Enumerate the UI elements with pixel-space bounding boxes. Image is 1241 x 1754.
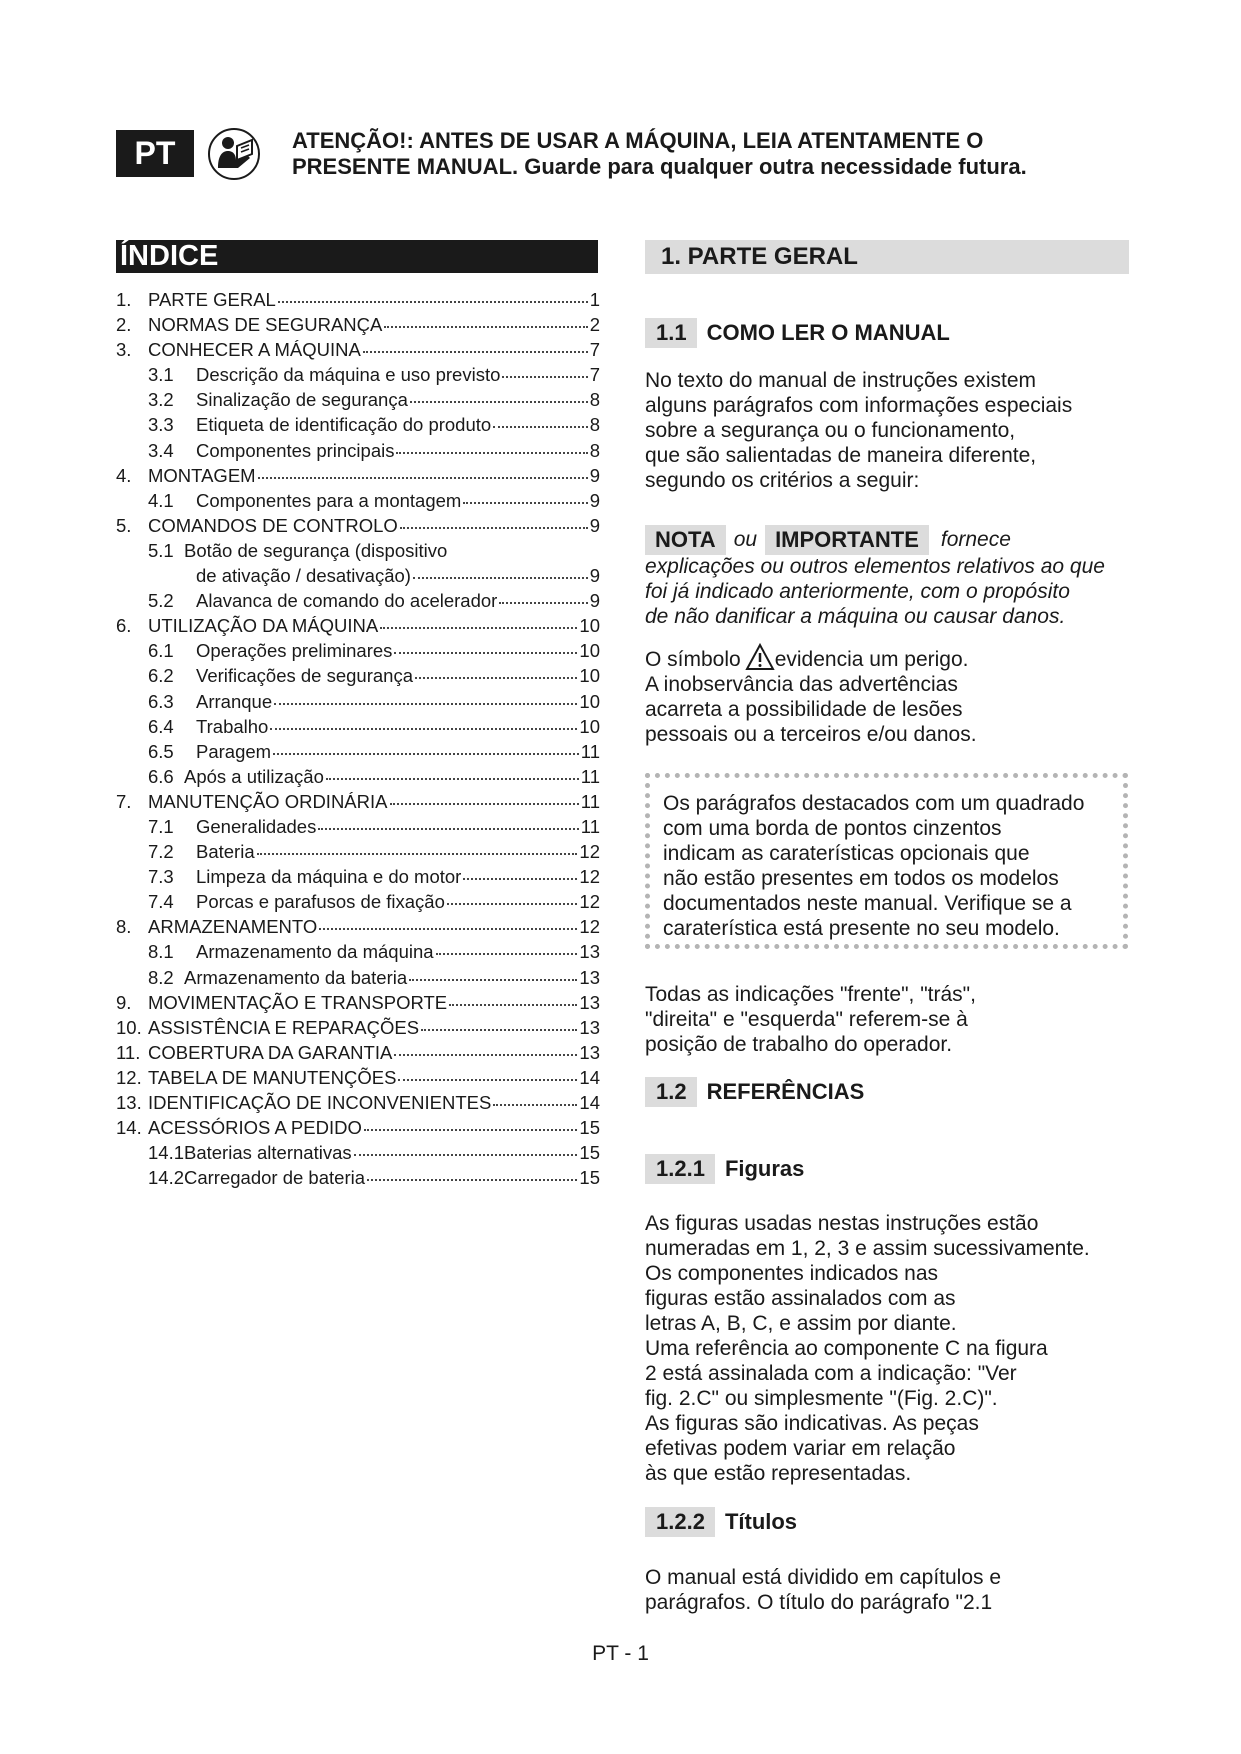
toc-entry bbox=[116, 716, 600, 741]
toc-entry-number: 6.3 bbox=[148, 690, 174, 712]
toc-entry-page: 10 bbox=[579, 640, 600, 662]
toc-leader-dots bbox=[400, 527, 588, 529]
toc-leader-dots bbox=[409, 979, 577, 981]
toc-entry-title: Baterias alternativas bbox=[184, 1142, 352, 1164]
toc-leader-dots bbox=[502, 376, 587, 378]
toc-entry-title: MONTAGEM bbox=[148, 464, 256, 486]
toc-entry-title: IDENTIFICAÇÃO DE INCONVENIENTES bbox=[148, 1092, 492, 1113]
toc-entry bbox=[116, 1092, 600, 1117]
toc-leader-dots bbox=[463, 878, 577, 880]
toc-leader-dots bbox=[493, 1104, 577, 1106]
toc-entry-page: 13 bbox=[579, 966, 600, 988]
text-line: Todas as indicações "frente", "trás", bbox=[645, 983, 976, 1006]
text-line: posição de trabalho do operador. bbox=[645, 1033, 953, 1056]
toc-entry-page: 14 bbox=[579, 1092, 600, 1113]
toc-entry-title: UTILIZAÇÃO DA MÁQUINA bbox=[148, 615, 379, 637]
toc-entry-number: 3.3 bbox=[148, 414, 174, 436]
text-line: letras A, B, C, e assim por diante. bbox=[645, 1312, 957, 1335]
toc-leader-dots bbox=[258, 477, 588, 479]
text-line: sobre a segurança ou o funcionamento, bbox=[645, 419, 1016, 442]
text-line: efetivas podem variar em relação bbox=[645, 1437, 956, 1460]
toc-leader-dots bbox=[447, 903, 578, 905]
text-line: parágrafos. O título do parágrafo "2.1 bbox=[645, 1591, 993, 1614]
toc-entry-title: MANUTENÇÃO ORDINÁRIA bbox=[148, 790, 388, 812]
toc-entry-number: 11. bbox=[116, 1041, 141, 1063]
toc-entry bbox=[116, 540, 600, 565]
toc-leader-dots bbox=[436, 953, 578, 955]
toc-leader-dots bbox=[278, 301, 588, 303]
toc-entry bbox=[116, 289, 600, 314]
toc-entry-title: Descrição da máquina e uso previsto bbox=[196, 364, 501, 386]
toc-entry bbox=[116, 916, 600, 941]
toc-entry-title: Bateria bbox=[196, 841, 255, 863]
danger-symbol-paragraph bbox=[645, 642, 1135, 747]
toc-entry-number: 9. bbox=[116, 991, 132, 1013]
toc-entry bbox=[116, 465, 600, 490]
toc-entry-title: Armazenamento da bateria bbox=[184, 966, 408, 988]
importante-tag: IMPORTANTE bbox=[765, 525, 929, 555]
toc-entry-page: 13 bbox=[579, 991, 600, 1013]
text-line: segundo os critérios a seguir: bbox=[645, 469, 920, 492]
toc-leader-dots bbox=[413, 577, 588, 579]
text-line: com uma borda de pontos cinzentos bbox=[663, 817, 1002, 840]
toc-entry-page: 12 bbox=[579, 916, 600, 938]
toc-entry-number: 1. bbox=[116, 289, 132, 310]
toc-leader-dots bbox=[319, 928, 577, 930]
toc-entry bbox=[116, 1167, 600, 1192]
toc-entry-title: COBERTURA DA GARANTIA bbox=[148, 1041, 393, 1063]
toc-entry bbox=[116, 992, 600, 1017]
subsection-number: 1.2.1 bbox=[645, 1154, 715, 1184]
toc-entry-page: 12 bbox=[579, 866, 600, 888]
toc-entry bbox=[116, 1142, 600, 1167]
toc-entry-title: NORMAS DE SEGURANÇA bbox=[148, 314, 383, 336]
toc-entry bbox=[116, 691, 600, 716]
toc-entry-page: 13 bbox=[579, 1041, 600, 1063]
toc-entry-number: 7.3 bbox=[148, 866, 174, 888]
toc-entry-title: Armazenamento da máquina bbox=[196, 941, 434, 963]
toc-entry-page: 8 bbox=[589, 414, 600, 436]
toc-entry bbox=[116, 590, 600, 615]
toc-leader-dots bbox=[394, 652, 577, 654]
toc-entry-title: Generalidades bbox=[196, 815, 317, 837]
subsection-1-2-heading bbox=[645, 1077, 864, 1107]
toc-entry-number: 14.2 bbox=[148, 1167, 185, 1189]
toc-leader-dots bbox=[270, 728, 577, 730]
text-line: acarreta a possibilidade de lesões bbox=[645, 698, 963, 721]
subsection-title: REFERÊNCIAS bbox=[706, 1079, 865, 1104]
toc-entry bbox=[116, 515, 600, 540]
toc-entry-title: Sinalização de segurança bbox=[196, 389, 408, 411]
toc-entry bbox=[116, 1117, 600, 1142]
section-1-title: 1. PARTE GERAL bbox=[645, 240, 1129, 274]
text-line: documentados neste manual. Verifique se a bbox=[663, 892, 1072, 915]
toc-entry-number: 6.4 bbox=[148, 715, 174, 737]
toc-entry-number: 8. bbox=[116, 916, 132, 938]
toc-leader-dots bbox=[363, 351, 588, 353]
toc-entry-number: 6. bbox=[116, 615, 132, 637]
toc-entry-page: 11 bbox=[580, 740, 600, 762]
toc-entry-title: CONHECER A MÁQUINA bbox=[148, 339, 361, 361]
toc-entry-number: 5.1 bbox=[148, 539, 174, 561]
toc-entry-number: 13. bbox=[116, 1092, 142, 1113]
toc-entry-title: ACESSÓRIOS A PEDIDO bbox=[148, 1117, 362, 1139]
toc-entry bbox=[116, 941, 600, 966]
toc-entry-page: 14 bbox=[579, 1066, 600, 1088]
text-line: As figuras usadas nestas instruções estão bbox=[645, 1212, 1039, 1235]
toc-entry-page: 12 bbox=[579, 841, 600, 863]
toc-entry-number: 8.2 bbox=[148, 966, 174, 988]
figures-paragraph bbox=[645, 1211, 1135, 1486]
toc-entry bbox=[116, 389, 600, 414]
toc-entry-page: 10 bbox=[579, 615, 600, 637]
toc-entry-title: Paragem bbox=[196, 740, 272, 762]
titles-paragraph bbox=[645, 1565, 1135, 1615]
page-number: PT - 1 bbox=[592, 1642, 649, 1665]
text-line: 2 está assinalada com a indicação: "Ver bbox=[645, 1362, 1017, 1385]
toc-entry-page: 13 bbox=[579, 941, 600, 963]
toc-entry bbox=[116, 766, 600, 791]
toc-entry bbox=[116, 339, 600, 364]
toc-entry-number: 6.5 bbox=[148, 740, 174, 762]
toc-entry bbox=[116, 1067, 600, 1092]
text-line: numeradas em 1, 2, 3 e assim sucessivamente. bbox=[645, 1237, 1090, 1260]
toc-entry-page: 8 bbox=[589, 439, 600, 461]
toc-entry-title: Etiqueta de identificação do produto bbox=[196, 414, 492, 436]
text-line: às que estão representadas. bbox=[645, 1462, 912, 1485]
toc-leader-dots bbox=[367, 1179, 577, 1181]
toc-entry-title: PARTE GERAL bbox=[148, 289, 276, 310]
toc-leader-dots bbox=[396, 452, 587, 454]
toc-leader-dots bbox=[318, 828, 578, 830]
toc-entry-title: Após a utilização bbox=[184, 765, 324, 787]
text-line bbox=[645, 642, 1135, 672]
toc-entry-number: 7.1 bbox=[148, 815, 174, 837]
toc-entry bbox=[116, 440, 600, 465]
text-line: indicam as caraterísticas opcionais que bbox=[663, 842, 1030, 865]
text-line: alguns parágrafos com informações especiais bbox=[645, 394, 1073, 417]
warning-line-2: PRESENTE MANUAL. Guarde para qualquer outra necessidade futura. bbox=[292, 154, 1027, 179]
toc-entry-number: 8.1 bbox=[148, 941, 174, 963]
toc-entry bbox=[116, 1042, 600, 1067]
toc-entry-number: 3.1 bbox=[148, 364, 174, 386]
toc-entry-title: Porcas e parafusos de fixação bbox=[196, 891, 445, 913]
toc-leader-dots bbox=[410, 401, 588, 403]
symbol-prefix: O símbolo bbox=[645, 648, 741, 671]
toc-entry-title: Operações preliminares bbox=[196, 640, 393, 662]
toc-entry bbox=[116, 841, 600, 866]
toc-entry bbox=[116, 665, 600, 690]
toc-entry bbox=[116, 565, 600, 590]
toc-entry-title: Componentes para a montagem bbox=[196, 489, 462, 511]
toc-leader-dots bbox=[257, 853, 578, 855]
toc-entry-title: ARMAZENAMENTO bbox=[148, 916, 318, 938]
toc-entry-number: 7. bbox=[116, 790, 132, 812]
toc-entry-page: 10 bbox=[579, 665, 600, 687]
nota-tag: NOTA bbox=[645, 525, 726, 555]
toc-leader-dots bbox=[354, 1154, 578, 1156]
toc-entry-page: 10 bbox=[579, 715, 600, 737]
toc-entry bbox=[116, 1017, 600, 1042]
toc-entry-title: Arranque bbox=[196, 690, 273, 712]
intro-paragraph bbox=[645, 368, 1135, 493]
subsection-title: Figuras bbox=[724, 1156, 805, 1181]
toc-entry-page: 9 bbox=[589, 590, 600, 612]
symbol-suffix: evidencia um perigo. bbox=[774, 648, 969, 671]
text-line: No texto do manual de instruções existem bbox=[645, 369, 1037, 392]
toc-entry-page: 2 bbox=[589, 314, 600, 336]
subsection-title: Títulos bbox=[724, 1509, 798, 1534]
note-important-line bbox=[645, 525, 1011, 555]
toc-entry-page: 7 bbox=[589, 364, 600, 386]
warning-line-1: ATENÇÃO!: ANTES DE USAR A MÁQUINA, LEIA ATENTAMENTE O bbox=[292, 128, 984, 153]
or-word: ou bbox=[733, 528, 758, 551]
toc-entry-number: 14.1 bbox=[148, 1142, 185, 1164]
toc-entry-page: 10 bbox=[579, 690, 600, 712]
toc-entry-number: 3.2 bbox=[148, 389, 174, 411]
toc-leader-dots bbox=[384, 326, 587, 328]
toc-entry-title: Componentes principais bbox=[196, 439, 395, 461]
toc-entry bbox=[116, 816, 600, 841]
toc-leader-dots bbox=[449, 1004, 577, 1006]
toc-entry bbox=[116, 967, 600, 992]
toc-entry-title: Verificações de segurança bbox=[196, 665, 413, 687]
toc-entry-page: 9 bbox=[589, 514, 600, 536]
toc-entry bbox=[116, 314, 600, 339]
toc-leader-dots bbox=[499, 602, 587, 604]
optional-feature-box bbox=[645, 773, 1128, 949]
toc-entry-number: 12. bbox=[116, 1066, 142, 1088]
toc-entry-page: 9 bbox=[589, 489, 600, 511]
language-badge: PT bbox=[116, 130, 194, 177]
toc-entry-page: 12 bbox=[579, 891, 600, 913]
toc-entry-number: 5.2 bbox=[148, 590, 174, 612]
optional-feature-text bbox=[663, 791, 1123, 941]
text-line: Os componentes indicados nas bbox=[645, 1262, 939, 1285]
toc-entry-number: 6.1 bbox=[148, 640, 174, 662]
toc-entry-number: 4. bbox=[116, 464, 132, 486]
toc-entry-title: Trabalho bbox=[196, 715, 269, 737]
toc-entry-number: 6.6 bbox=[148, 765, 174, 787]
subsection-title: COMO LER O MANUAL bbox=[706, 320, 950, 345]
toc-entry-number: 3. bbox=[116, 339, 132, 361]
toc-entry-number: 7.2 bbox=[148, 841, 174, 863]
toc-entry-number: 10. bbox=[116, 1016, 142, 1038]
toc-entry-page: 7 bbox=[589, 339, 600, 361]
text-line: "direita" e "esquerda" referem-se à bbox=[645, 1008, 968, 1031]
toc-entry bbox=[116, 414, 600, 439]
toc-entry-title: Botão de segurança (dispositivo bbox=[184, 539, 448, 561]
text-line: O manual está dividido em capítulos e bbox=[645, 1566, 1002, 1589]
toc-entry-title: Carregador de bateria bbox=[184, 1167, 365, 1189]
toc-entry bbox=[116, 640, 600, 665]
toc-entry-title: MOVIMENTAÇÃO E TRANSPORTE bbox=[148, 991, 448, 1013]
read-manual-icon bbox=[208, 128, 260, 180]
toc-entry-number: 3.4 bbox=[148, 439, 174, 461]
text-line: explicações ou outros elementos relativos ao que bbox=[645, 555, 1105, 578]
subsection-number: 1.1 bbox=[645, 318, 697, 348]
toc-entry-page: 11 bbox=[580, 815, 600, 837]
toc-entry-page: 15 bbox=[579, 1142, 600, 1164]
toc-leader-dots bbox=[273, 753, 579, 755]
toc-entry-page: 11 bbox=[580, 765, 600, 787]
text-line: que são salientadas de maneira diferente, bbox=[645, 444, 1037, 467]
toc-leader-dots bbox=[274, 703, 577, 705]
toc-entry-title: Limpeza da máquina e do motor bbox=[196, 866, 462, 888]
index-title: ÍNDICE bbox=[116, 240, 598, 273]
subsection-number: 1.2 bbox=[645, 1077, 697, 1107]
toc-entry bbox=[116, 891, 600, 916]
text-line: Os parágrafos destacados com um quadrado bbox=[663, 792, 1085, 815]
toc-entry-number: 14. bbox=[116, 1117, 142, 1139]
warning-triangle-icon bbox=[745, 642, 775, 672]
subsection-number: 1.2.2 bbox=[645, 1507, 715, 1537]
toc-entry-title: TABELA DE MANUTENÇÕES bbox=[148, 1066, 397, 1088]
note-paragraph bbox=[645, 554, 1135, 629]
toc-leader-dots bbox=[390, 803, 579, 805]
toc-entry-page: 15 bbox=[579, 1167, 600, 1189]
toc-entry-page: 13 bbox=[579, 1016, 600, 1038]
toc-entry-title: de ativação / desativação) bbox=[196, 565, 411, 587]
toc-entry bbox=[116, 866, 600, 891]
toc-entry bbox=[116, 490, 600, 515]
text-line: de não danificar a máquina ou causar danos. bbox=[645, 605, 1066, 628]
toc-leader-dots bbox=[326, 778, 579, 780]
text-line: fig. 2.C" ou simplesmente "(Fig. 2.C)". bbox=[645, 1387, 998, 1410]
toc-entry-page: 1 bbox=[589, 289, 600, 310]
toc-entry-number: 6.2 bbox=[148, 665, 174, 687]
toc-leader-dots bbox=[493, 426, 588, 428]
toc-entry-page: 15 bbox=[579, 1117, 600, 1139]
position-paragraph bbox=[645, 982, 1135, 1057]
toc-entry bbox=[116, 741, 600, 766]
text-line: caraterística está presente no seu modelo. bbox=[663, 917, 1060, 940]
subsection-1-1-heading bbox=[645, 318, 950, 348]
subsection-1-2-2-heading bbox=[645, 1507, 797, 1537]
toc-entry-page: 9 bbox=[589, 565, 600, 587]
text-line: A inobservância das advertências bbox=[645, 673, 958, 696]
text-line: foi já indicado anteriormente, com o propósito bbox=[645, 580, 1070, 603]
subsection-1-2-1-heading bbox=[645, 1154, 804, 1184]
text-line: pessoais ou a terceiros e/ou danos. bbox=[645, 723, 977, 746]
toc-leader-dots bbox=[380, 627, 577, 629]
toc-leader-dots bbox=[364, 1129, 578, 1131]
toc-leader-dots bbox=[415, 677, 577, 679]
toc-entry-number: 4.1 bbox=[148, 489, 174, 511]
toc-entry-title: COMANDOS DE CONTROLO bbox=[148, 514, 398, 536]
toc-leader-dots bbox=[463, 502, 587, 504]
toc-leader-dots bbox=[421, 1029, 577, 1031]
toc-entry-title: Alavanca de comando do acelerador bbox=[196, 590, 498, 612]
toc-entry-page: 9 bbox=[589, 464, 600, 486]
toc-entry-number: 2. bbox=[116, 314, 132, 336]
toc-entry-page: 8 bbox=[589, 389, 600, 411]
text-line: Uma referência ao componente C na figura bbox=[645, 1337, 1048, 1360]
toc-leader-dots bbox=[398, 1079, 577, 1081]
text-line: não estão presentes em todos os modelos bbox=[663, 867, 1059, 890]
fornece-word: fornece bbox=[940, 528, 1011, 551]
toc-entry bbox=[116, 615, 600, 640]
toc-entry-number: 7.4 bbox=[148, 891, 174, 913]
warning-notice bbox=[292, 128, 1092, 180]
toc-entry-title: ASSISTÊNCIA E REPARAÇÕES bbox=[148, 1016, 420, 1038]
toc-entry-number: 5. bbox=[116, 514, 132, 536]
toc-entry bbox=[116, 364, 600, 389]
toc-entry-page: 11 bbox=[580, 790, 600, 812]
table-of-contents bbox=[116, 289, 600, 1192]
text-line: figuras estão assinalados com as bbox=[645, 1287, 956, 1310]
toc-entry bbox=[116, 791, 600, 816]
toc-leader-dots bbox=[394, 1054, 577, 1056]
text-line: As figuras são indicativas. As peças bbox=[645, 1412, 979, 1435]
